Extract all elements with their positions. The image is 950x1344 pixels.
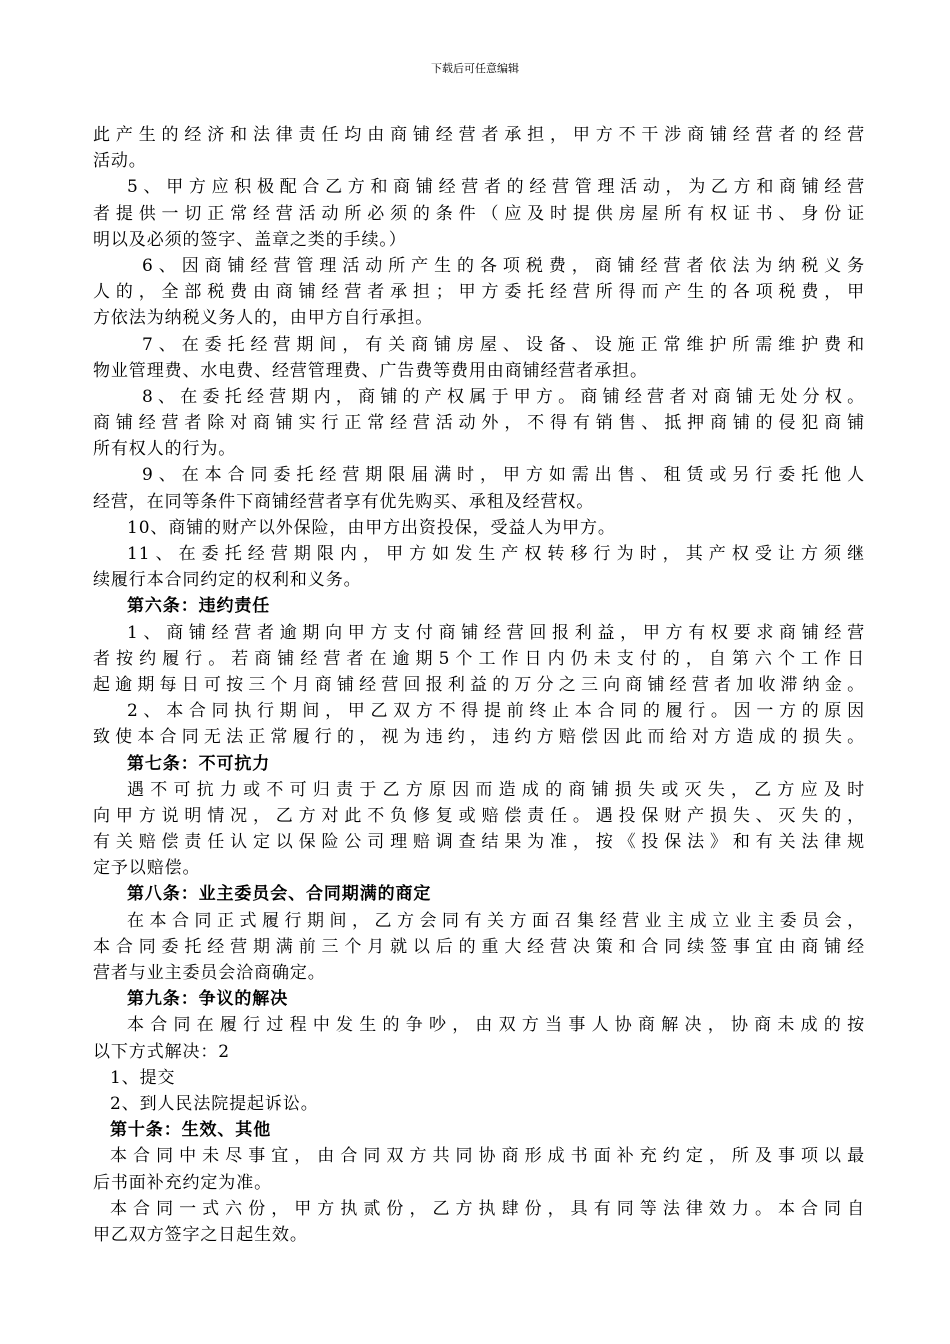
text-line: 本合同委托经营期满前三个月就以后的重大经营决策和合同续签事宜由商铺经	[93, 936, 865, 957]
text-line: 本合同一式六份，甲方执贰份，乙方执肆份，具有同等法律效力。本合同自	[110, 1198, 865, 1219]
text-line: 有关赔偿责任认定以保险公司理赔调查结果为准，按《投保法》和有关法律规	[93, 832, 865, 853]
text-line: 起逾期每日可按三个月商铺经营回报利益的万分之三向商铺经营者加收滞纳金。	[93, 674, 865, 695]
text-line: 者提供一切正常经营活动所必须的条件（应及时提供房屋所有权证书、身份证	[93, 203, 865, 224]
text-line: 在本合同正式履行期间，乙方会同有关方面召集经营业主成立业主委员会，	[127, 910, 865, 931]
text-line: 营者与业主委员会洽商确定。	[93, 963, 326, 983]
text-line: 者按约履行。若商铺经营者在逾期5个工作日内仍未支付的，自第六个工作日	[93, 648, 865, 669]
text-line: 向甲方说明情况，乙方对此不负修复或赔偿责任。遇投保财产损失、灭失的，	[93, 805, 865, 826]
document-body	[93, 122, 865, 1248]
text-line: 甲乙双方签字之日起生效。	[93, 1224, 308, 1245]
section-heading: 第十条：生效、其他	[110, 1120, 272, 1141]
section-heading: 第七条：不可抗力	[127, 753, 271, 774]
text-line: 5、甲方应积极配合乙方和商铺经营者的经营管理活动，为乙方和商铺经营	[127, 177, 865, 198]
text-line: 8、在委托经营期内，商铺的产权属于甲方。商铺经营者对商铺无处分权。	[142, 386, 865, 407]
text-line: 物业管理费、水电费、经营管理费、广告费等费用由商铺经营者承担。	[93, 360, 648, 381]
section-heading: 第六条：违约责任	[127, 596, 271, 617]
text-line: 以下方式解决：2	[93, 1041, 231, 1062]
text-line: 遇不可抗力或不可归责于乙方原因而造成的商铺损失或灭失，乙方应及时	[127, 779, 865, 800]
text-line: 经营，在同等条件下商铺经营者享有优先购买、承租及经营权。	[93, 491, 595, 512]
text-line: 活动。	[93, 151, 147, 172]
text-line: 本合同在履行过程中发生的争吵，由双方当事人协商解决，协商未成的按	[127, 1015, 865, 1036]
text-line: 定予以赔偿。	[93, 858, 201, 879]
text-line: 1、提交	[110, 1067, 176, 1088]
text-line: 方依法为纳税义务人的，由甲方自行承担。	[93, 308, 434, 329]
text-line: 此产生的经济和法律责任均由商铺经营者承担，甲方不干涉商铺经营者的经营	[93, 125, 865, 145]
text-line: 2、本合同执行期间，甲乙双方不得提前终止本合同的履行。因一方的原因	[127, 701, 865, 722]
page-header: 下载后可任意编辑	[431, 62, 519, 75]
text-line: 所有权人的行为。	[93, 439, 237, 460]
section-heading: 第九条：争议的解决	[127, 989, 289, 1010]
text-line: 商铺经营者除对商铺实行正常经营活动外，不得有销售、抵押商铺的侵犯商铺	[93, 413, 865, 434]
section-heading: 第八条：业主委员会、合同期满的商定	[127, 884, 432, 905]
text-line: 明以及必须的签字、盖章之类的手续。）	[93, 229, 407, 250]
text-line: 续履行本合同约定的权利和义务。	[93, 570, 362, 591]
text-line: 1、商铺经营者逾期向甲方支付商铺经营回报利益，甲方有权要求商铺经营	[127, 622, 865, 643]
text-line: 11、在委托经营期限内，甲方如发生产权转移行为时，其产权受让方须继	[127, 544, 865, 564]
text-line: 6、因商铺经营管理活动所产生的各项税费，商铺经营者依法为纳税义务	[142, 255, 865, 276]
text-line: 2、到人民法院提起诉讼。	[110, 1093, 319, 1114]
text-line: 10、商铺的财产以外保险，由甲方出资投保，受益人为甲方。	[127, 517, 616, 538]
text-line: 本合同中未尽事宜，由合同双方共同协商形成书面补充约定，所及事项以最	[110, 1146, 865, 1167]
text-line: 后书面补充约定为准。	[93, 1172, 272, 1193]
text-line: 7、在委托经营期间，有关商铺房屋、设备、设施正常维护所需维护费和	[142, 334, 865, 355]
text-line: 9、在本合同委托经营期限届满时，甲方如需出售、租赁或另行委托他人	[142, 465, 865, 486]
text-line: 人的，全部税费由商铺经营者承担；甲方委托经营所得而产生的各项税费，甲	[93, 282, 865, 303]
text-line: 致使本合同无法正常履行的，视为违约，违约方赔偿因此而给对方造成的损失。	[93, 727, 865, 748]
